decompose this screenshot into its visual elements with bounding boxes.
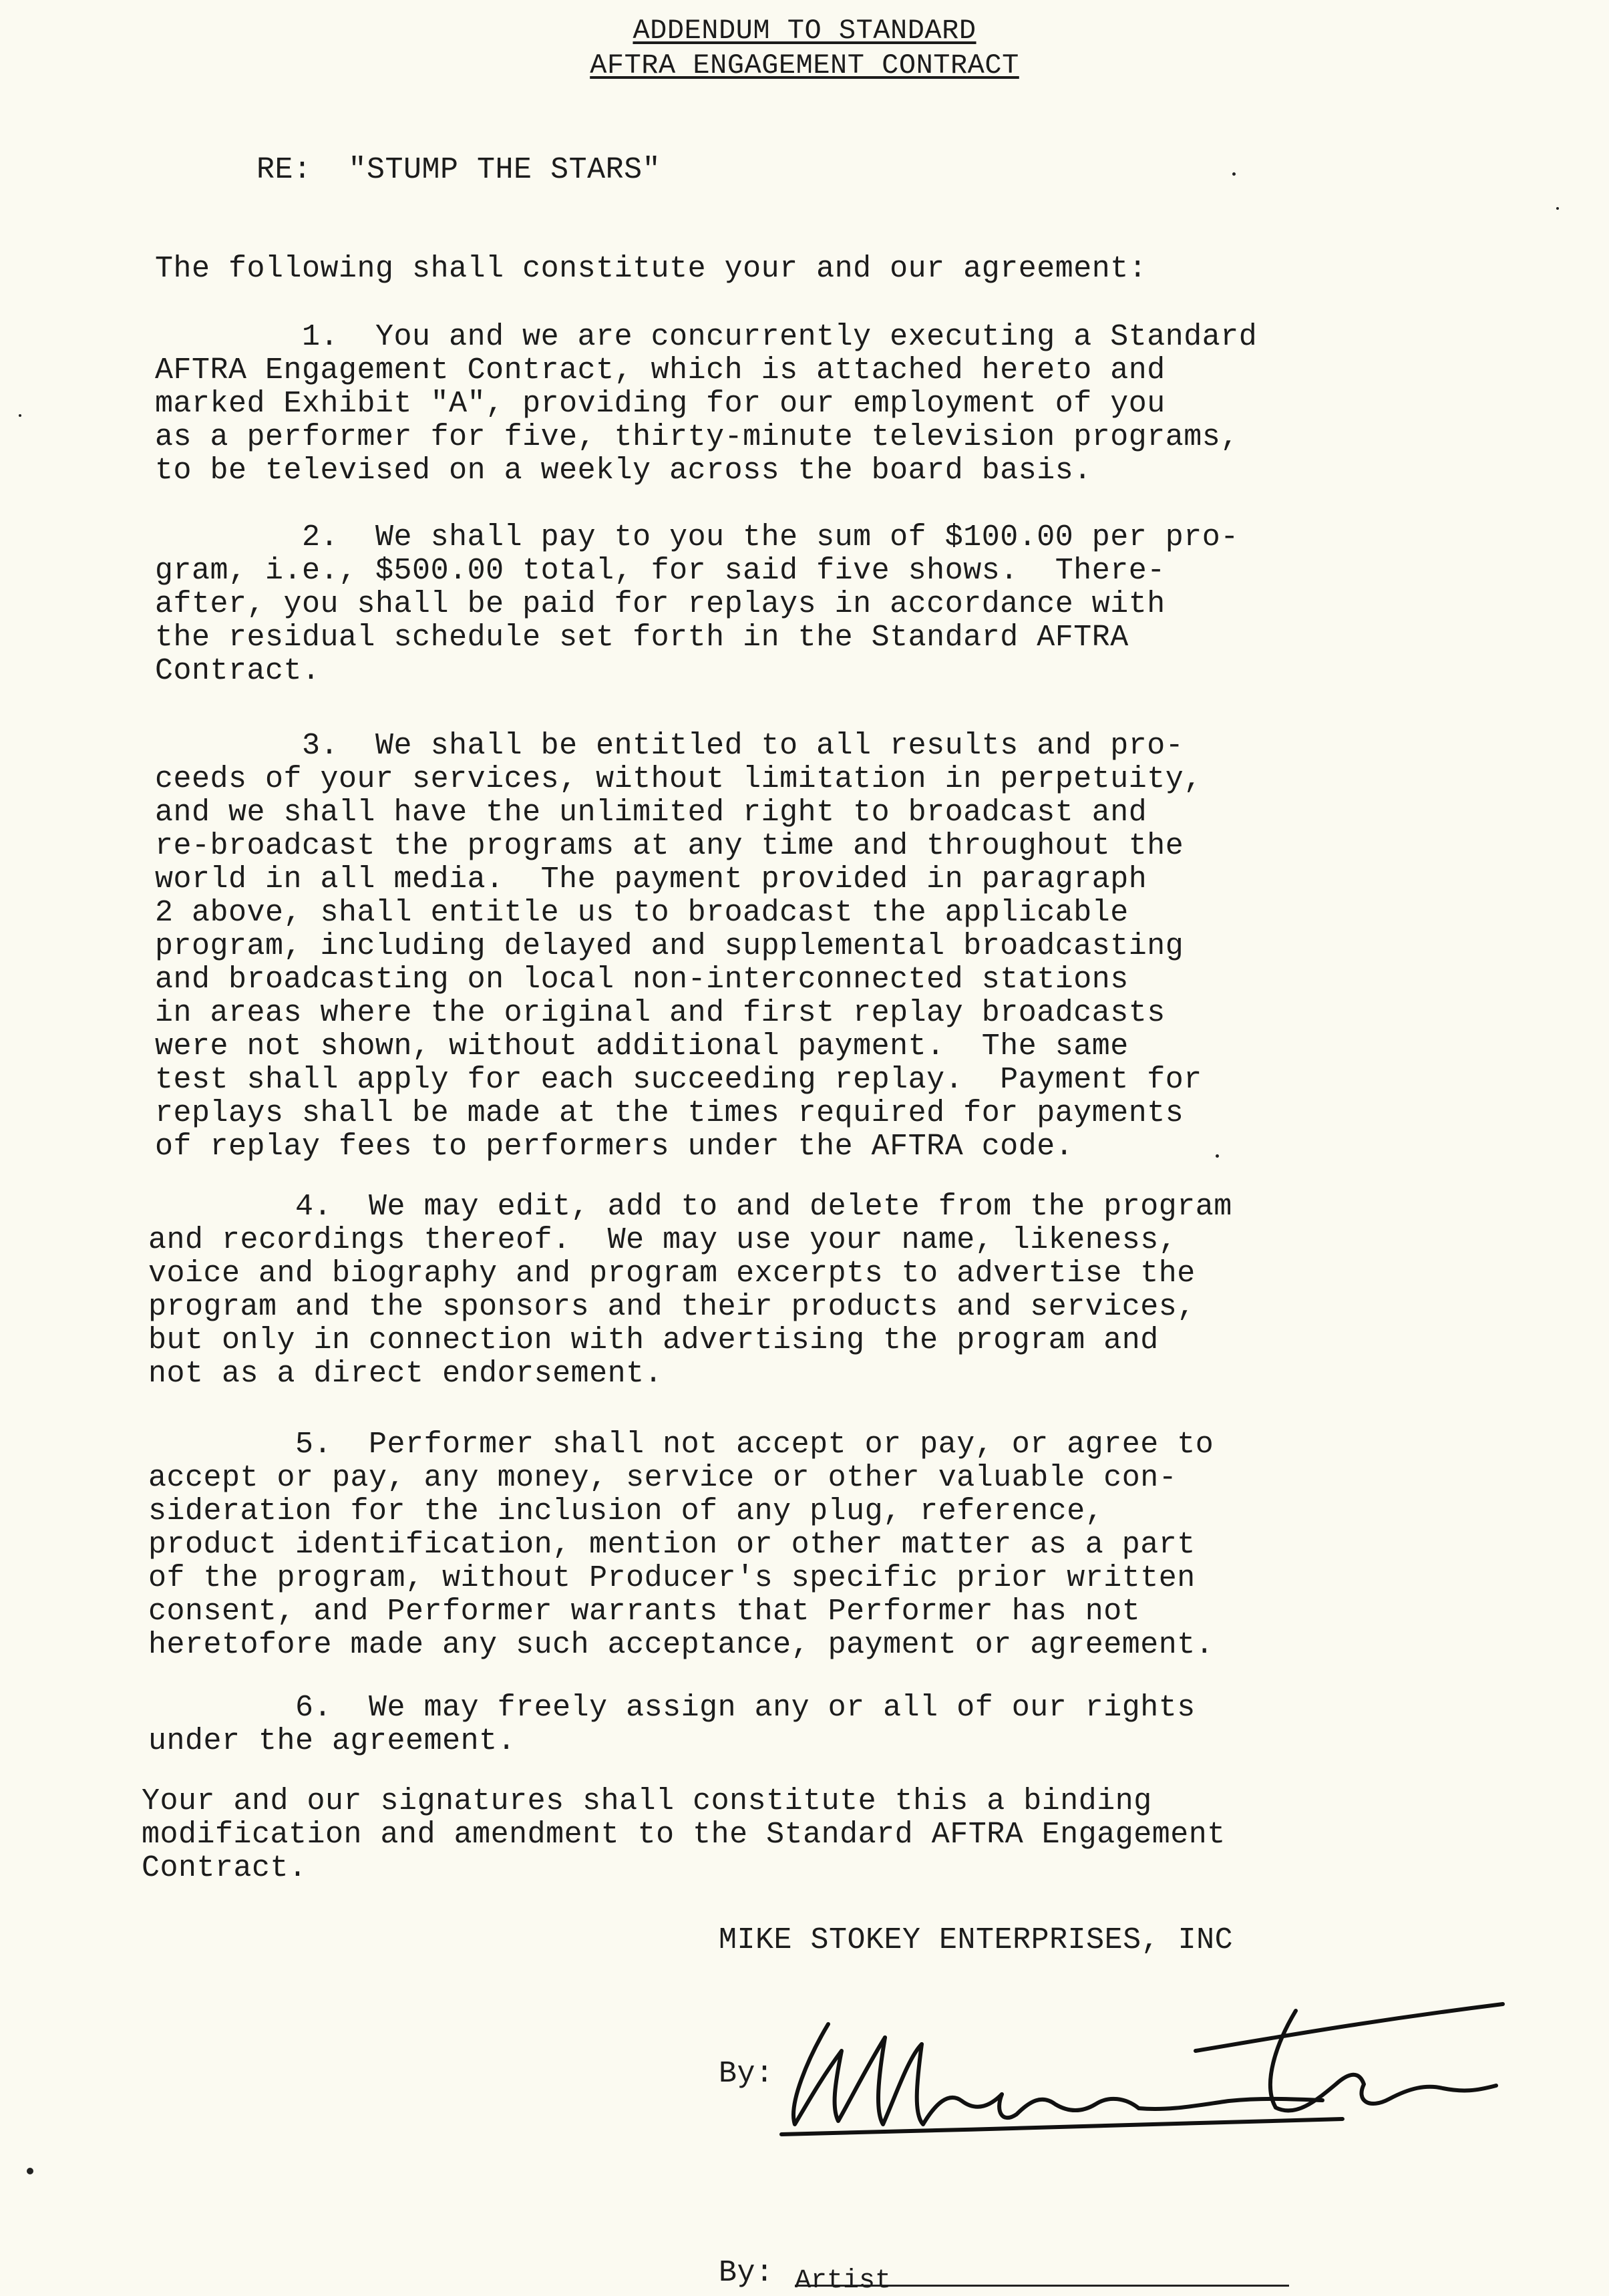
- document-title-line-1: ADDENDUM TO STANDARD: [633, 15, 976, 47]
- closing-paragraph: Your and our signatures shall constitute this a binding modification and amendment to the Standard AFTRA Engagement Contract.: [142, 1784, 1226, 1885]
- by-label-artist: By:: [719, 2256, 774, 2290]
- company-name: MIKE STOKEY ENTERPRISES, INC: [719, 1923, 1234, 1957]
- handwritten-signature: [768, 1957, 1536, 2158]
- paragraph-2: 2. We shall pay to you the sum of $100.00 per pro- gram, i.e., $500.00 total, for said five shows. There- after, you shall be paid for replays in accordance with the residual schedule set forth in the Standard AFTRA Contract.: [155, 520, 1239, 688]
- paper-speck: [19, 414, 21, 417]
- paper-speck: [27, 2168, 33, 2174]
- paragraph-5: 5. Performer shall not accept or pay, or agree to accept or pay, any money, service or other valuable con- sideration for the inclusion of any plug, reference, product identification, mention or other matter as a part of the program, without Producer's specific prior written consent, and Performer warrants that Performer has not heretofore made any such acceptance, payment or agreement.: [148, 1428, 1214, 1662]
- paragraph-6: 6. We may freely assign any or all of our rights under the agreement.: [148, 1691, 1196, 1758]
- paper-speck: [1232, 172, 1236, 176]
- paragraph-3: 3. We shall be entitled to all results and pro- ceeds of your services, without limitation in perpetuity, and we shall have the unlimited right to broadcast and re-broadcast the programs at any time and throughout the world in all media. The payment provided in paragraph 2 above, shall entitle us to broadcast the applicable program, including delayed and supplemental broadcasting and broadcasting on local non-interconnected stations in areas where the original and first replay broadcasts were not shown, without additional payment. The same test shall apply for each succeeding replay. Payment for replays shall be made at the times required for payments of replay fees to performers under the AFTRA code.: [155, 729, 1202, 1164]
- paper-speck: [1556, 207, 1559, 210]
- intro-paragraph: The following shall constitute your and our agreement:: [155, 252, 1147, 286]
- re-line: RE: "STUMP THE STARS": [256, 153, 661, 187]
- by-label-company: By:: [719, 2057, 774, 2091]
- paragraph-1: 1. You and we are concurrently executing a Standard AFTRA Engagement Contract, which is attached hereto and marked Exhibit "A", providing for our employment of you as a performer for five, thirty-minute television programs, to be televised on a weekly across the board basis.: [155, 320, 1258, 488]
- document-title-line-2: AFTRA ENGAGEMENT CONTRACT: [590, 49, 1019, 81]
- paragraph-4: 4. We may edit, add to and delete from the program and recordings thereof. We may use your name, likeness, voice and biography and program excerpts to advertise the program and the sponsors and their products and services, but only in connection with advertising the program and not as a direct endorsement.: [148, 1190, 1232, 1391]
- paper-speck: [1216, 1154, 1219, 1158]
- artist-label: Artist: [795, 2266, 892, 2296]
